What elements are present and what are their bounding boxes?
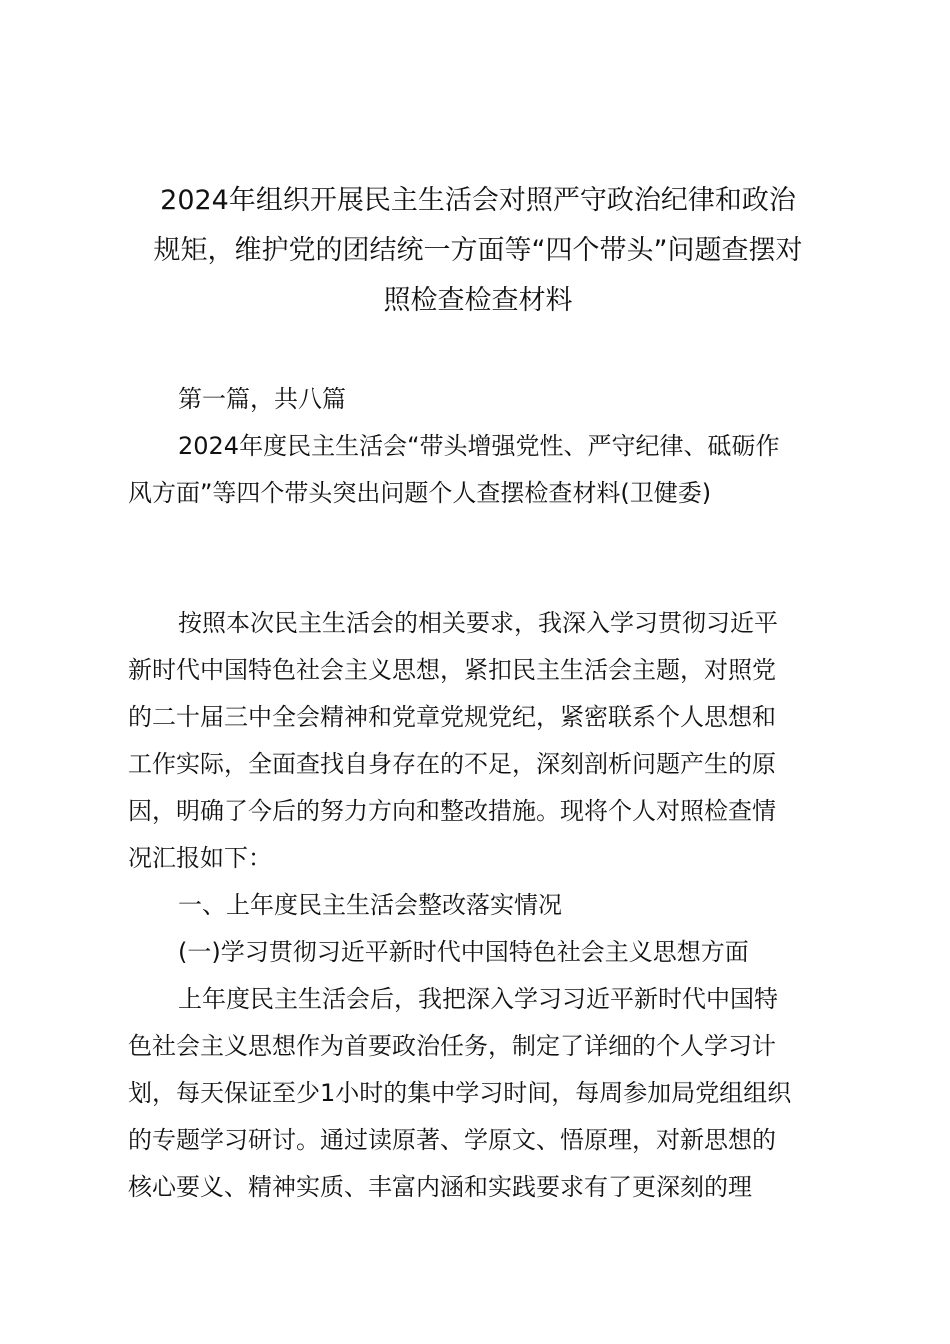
section-label: 第一篇，共八篇 xyxy=(178,385,346,413)
title-line: 2024年组织开展民主生活会对照严守政治纪律和政治 xyxy=(160,185,796,216)
title-line: 规矩，维护党的团结统一方面等“四个带头”问题查摆对 xyxy=(153,235,803,266)
document-title xyxy=(128,176,828,326)
body-line: 的专题学习研讨。通过读原著、学原文、悟原理，对新思想的 xyxy=(128,1126,776,1154)
subtitle-block xyxy=(128,376,828,517)
body-line: 划，每天保证至少1小时的集中学习时间，每周参加局党组组织 xyxy=(128,1079,792,1107)
body-line: 按照本次民主生活会的相关要求，我深入学习贯彻习近平 xyxy=(178,609,778,637)
body-line: 因，明确了今后的努力方向和整改措施。现将个人对照检查情 xyxy=(128,797,776,825)
body-line: 的二十届三中全会精神和党章党规党纪，紧密联系个人思想和 xyxy=(128,703,776,731)
body-line: 工作实际，全面查找自身存在的不足，深刻剖析问题产生的原 xyxy=(128,750,776,778)
title-line: 照检查检查材料 xyxy=(383,285,573,316)
body-line: 核心要义、精神实质、丰富内涵和实践要求有了更深刻的理 xyxy=(128,1173,752,1201)
body-text xyxy=(128,600,828,1211)
subsection-heading: (一)学习贯彻习近平新时代中国特色社会主义思想方面 xyxy=(178,938,749,966)
body-line: 上年度民主生活会后，我把深入学习习近平新时代中国特 xyxy=(178,985,778,1013)
body-line: 色社会主义思想作为首要政治任务，制定了详细的个人学习计 xyxy=(128,1032,776,1060)
subtitle-line: 2024年度民主生活会“带头增强党性、严守纪律、砥砺作 xyxy=(178,432,780,460)
section-heading: 一、上年度民主生活会整改落实情况 xyxy=(178,891,562,919)
subtitle-line: 风方面”等四个带头突出问题个人查摆检查材料(卫健委) xyxy=(128,479,712,507)
body-line: 新时代中国特色社会主义思想，紧扣民主生活会主题，对照党 xyxy=(128,656,776,684)
body-line: 况汇报如下： xyxy=(128,844,272,872)
